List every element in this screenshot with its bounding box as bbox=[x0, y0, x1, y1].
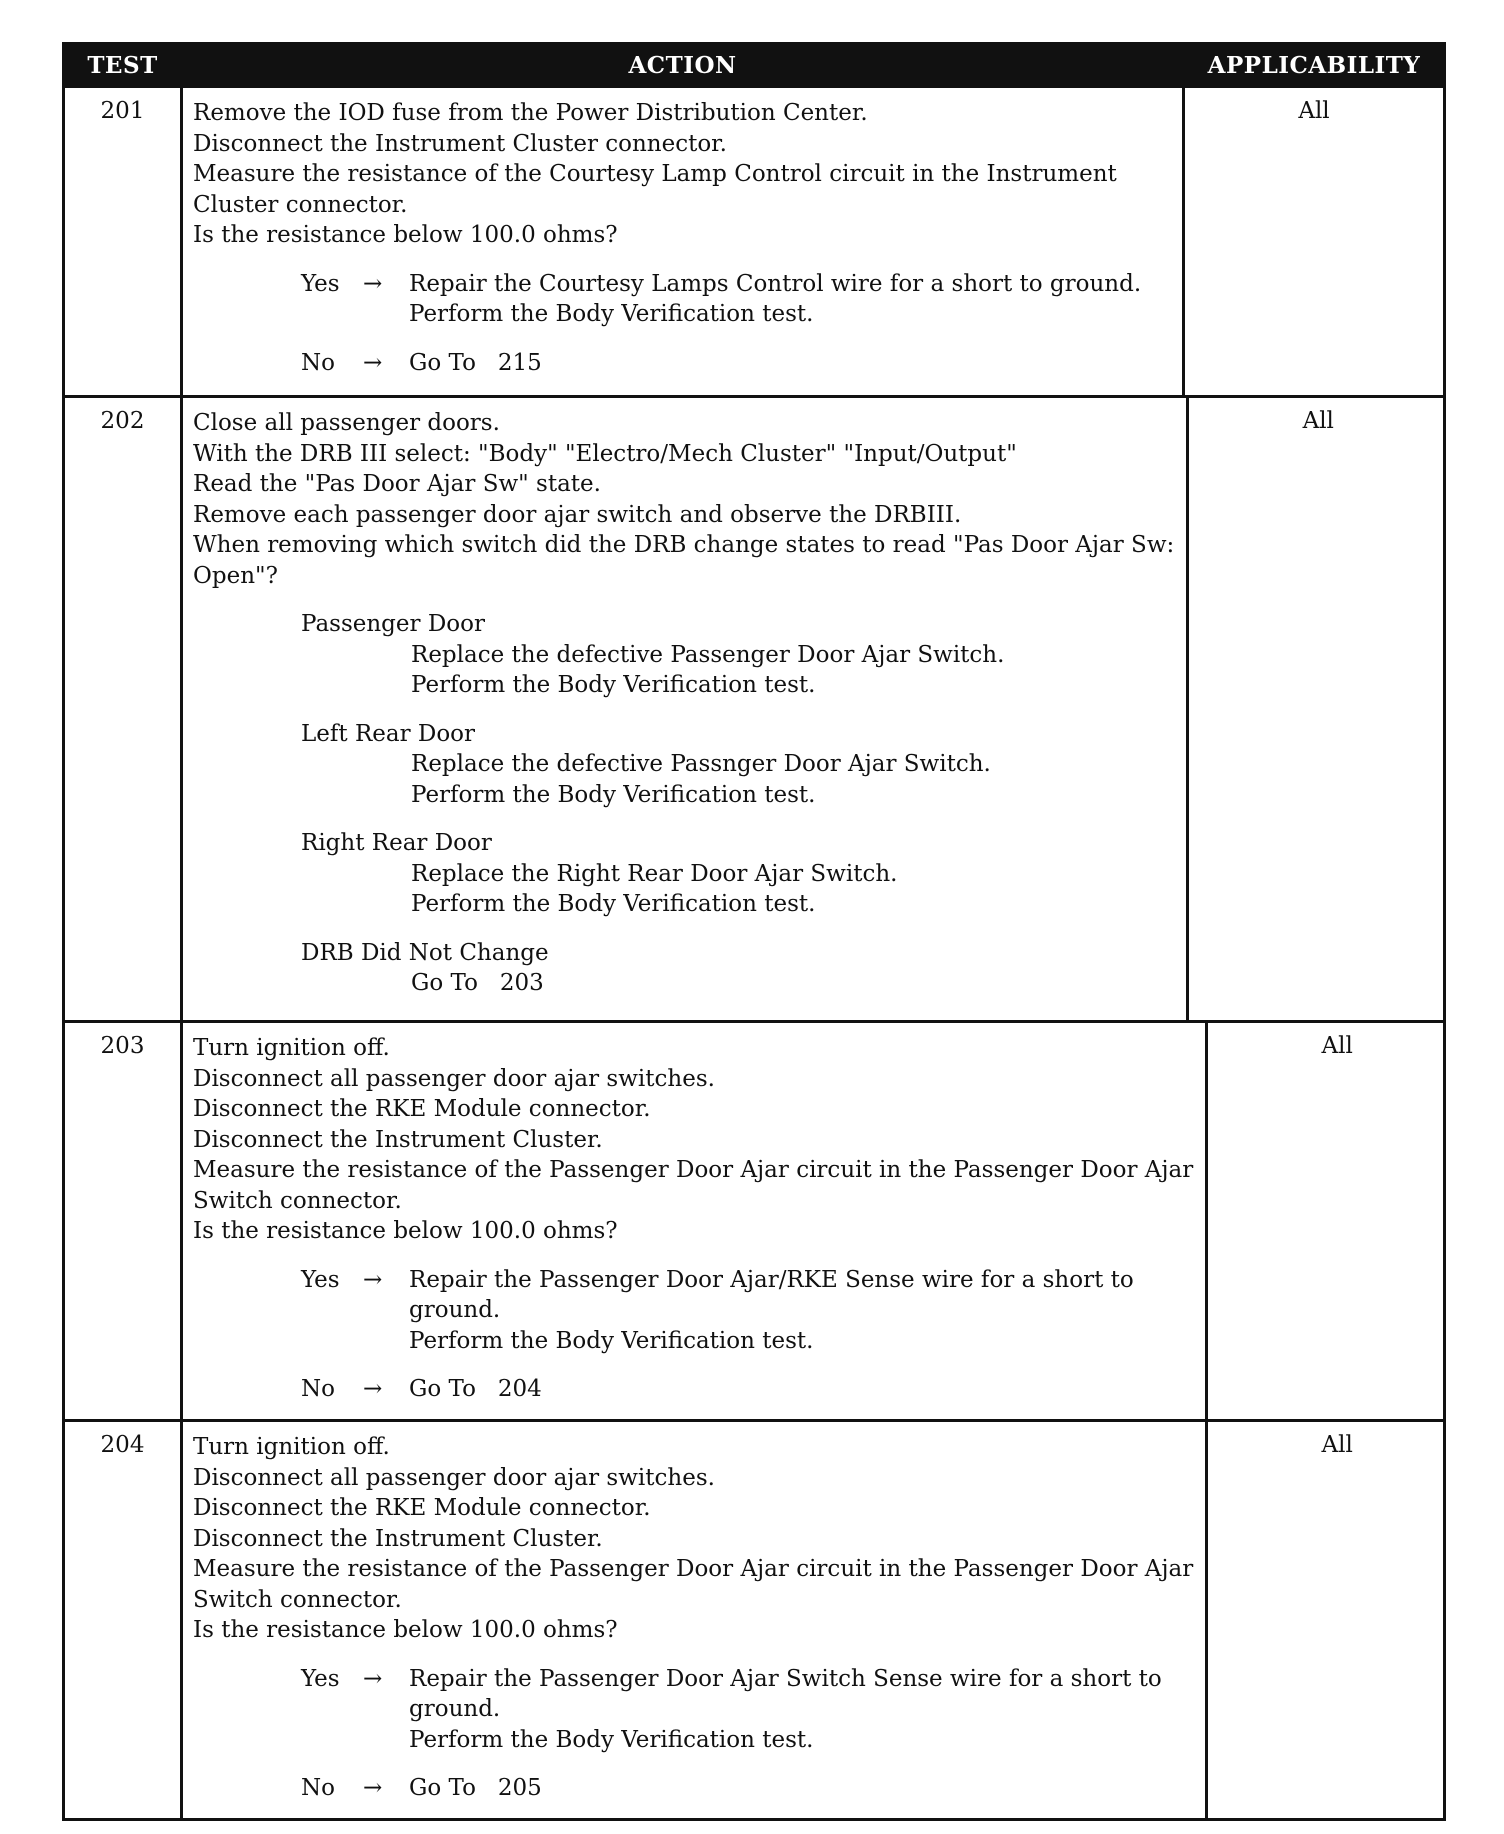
arrow-icon: → bbox=[363, 270, 383, 297]
action-line: Is the resistance below 100.0 ohms? bbox=[193, 1617, 618, 1643]
choice-text: Replace the Right Rear Door Ajar Switch. bbox=[411, 860, 898, 887]
table-row bbox=[65, 395, 1443, 1020]
choice-text: Perform the Body Verification test. bbox=[411, 891, 816, 917]
response-text: Perform the Body Verification test. bbox=[409, 301, 814, 327]
arrow-icon: → bbox=[363, 1376, 383, 1402]
table-row bbox=[65, 85, 1443, 395]
yes-label: Yes bbox=[301, 1266, 340, 1293]
response-text: Repair the Passenger Door Ajar/RKE Sense wire for a short to bbox=[409, 1266, 1134, 1293]
choice-label: Right Rear Door bbox=[301, 830, 492, 856]
table-row bbox=[65, 1020, 1443, 1419]
choice-text: Perform the Body Verification test. bbox=[411, 672, 816, 698]
no-response bbox=[301, 1374, 1193, 1405]
response-text: Repair the Courtesy Lamps Control wire for a short to ground. bbox=[409, 270, 1142, 297]
goto-text: Go To 204 bbox=[409, 1376, 542, 1402]
action-line: Disconnect the Instrument Cluster connector. bbox=[193, 130, 727, 157]
action-line: Cluster connector. bbox=[193, 191, 408, 218]
response-text: Perform the Body Verification test. bbox=[409, 1726, 814, 1753]
yes-response bbox=[301, 1265, 1193, 1357]
choice-block bbox=[301, 719, 1174, 811]
test-number: 202 bbox=[100, 408, 145, 434]
no-response bbox=[301, 348, 1170, 379]
test-number: 204 bbox=[100, 1432, 145, 1458]
no-label: No bbox=[301, 349, 335, 376]
response-text: ground. bbox=[409, 1297, 501, 1323]
no-label: No bbox=[301, 1376, 335, 1402]
action-line: Is the resistance below 100.0 ohms? bbox=[193, 1218, 618, 1244]
action-line: Disconnect the RKE Module connector. bbox=[193, 1096, 651, 1122]
test-number: 203 bbox=[100, 1033, 145, 1059]
choice-text: Replace the defective Passnger Door Ajar Switch. bbox=[411, 751, 991, 777]
applicability-cell: All bbox=[1302, 408, 1334, 434]
arrow-icon: → bbox=[363, 1665, 383, 1692]
no-label: No bbox=[301, 1775, 335, 1801]
header-applicability: APPLICABILITY bbox=[1207, 51, 1421, 79]
arrow-icon: → bbox=[363, 1775, 383, 1801]
header-test: TEST bbox=[87, 51, 158, 79]
action-line: Disconnect the Instrument Cluster. bbox=[193, 1525, 603, 1552]
action-line: Disconnect the RKE Module connector. bbox=[193, 1495, 651, 1521]
action-line: Turn ignition off. bbox=[193, 1434, 390, 1460]
action-line: Disconnect all passenger door ajar switches. bbox=[193, 1065, 715, 1092]
action-cell bbox=[180, 398, 1189, 1020]
action-line: Measure the resistance of the Passenger Door Ajar circuit in the Passenger Door Ajar bbox=[193, 1556, 1194, 1582]
action-line: Measure the resistance of the Courtesy Lamp Control circuit in the Instrument bbox=[193, 161, 1117, 187]
action-line: Disconnect the Instrument Cluster. bbox=[193, 1126, 603, 1153]
choice-text: Perform the Body Verification test. bbox=[411, 781, 816, 808]
action-line: Close all passenger doors. bbox=[193, 410, 500, 436]
action-line: Disconnect all passenger door ajar switches. bbox=[193, 1464, 715, 1491]
choice-block bbox=[301, 609, 1174, 701]
choice-block bbox=[301, 828, 1174, 920]
arrow-icon: → bbox=[363, 1266, 383, 1293]
table-header bbox=[65, 45, 1443, 85]
action-cell bbox=[180, 1023, 1208, 1419]
action-line: Remove the IOD fuse from the Power Distribution Center. bbox=[193, 100, 868, 126]
choice-label: Passenger Door bbox=[301, 611, 485, 637]
action-line: Is the resistance below 100.0 ohms? bbox=[193, 222, 618, 248]
choice-label: Left Rear Door bbox=[301, 720, 476, 747]
choice-block bbox=[301, 938, 1174, 999]
yes-label: Yes bbox=[301, 270, 340, 297]
action-cell bbox=[180, 1422, 1208, 1818]
action-line: Read the "Pas Door Ajar Sw" state. bbox=[193, 471, 601, 497]
no-response bbox=[301, 1773, 1193, 1804]
table-row bbox=[65, 1419, 1443, 1818]
action-line: Switch connector. bbox=[193, 1586, 402, 1613]
header-action: ACTION bbox=[628, 51, 737, 79]
action-line: Switch connector. bbox=[193, 1187, 402, 1214]
action-line: With the DRB III select: "Body" "Electro/Mech Cluster" "Input/Output" bbox=[193, 440, 1017, 467]
goto-text: Go To 205 bbox=[409, 1775, 542, 1801]
action-line: Turn ignition off. bbox=[193, 1035, 390, 1061]
arrow-icon: → bbox=[363, 349, 383, 376]
action-line: Remove each passenger door ajar switch and observe the DRBIII. bbox=[193, 501, 962, 528]
choice-text: Go To 203 bbox=[411, 970, 544, 996]
yes-response bbox=[301, 1664, 1193, 1756]
applicability-cell: All bbox=[1321, 1432, 1353, 1458]
response-text: Repair the Passenger Door Ajar Switch Sense wire for a short to bbox=[409, 1665, 1162, 1692]
choice-label: DRB Did Not Change bbox=[301, 939, 549, 966]
response-text: Perform the Body Verification test. bbox=[409, 1327, 814, 1354]
diagnostic-table bbox=[62, 42, 1446, 1821]
response-text: ground. bbox=[409, 1696, 501, 1722]
applicability-cell: All bbox=[1321, 1033, 1353, 1059]
action-line: Open"? bbox=[193, 562, 278, 589]
applicability-cell: All bbox=[1298, 98, 1330, 124]
yes-label: Yes bbox=[301, 1665, 340, 1692]
goto-text: Go To 215 bbox=[409, 349, 542, 376]
action-cell bbox=[180, 88, 1185, 395]
action-line: Measure the resistance of the Passenger Door Ajar circuit in the Passenger Door Ajar bbox=[193, 1157, 1194, 1183]
yes-response bbox=[301, 269, 1170, 330]
choice-text: Replace the defective Passenger Door Ajar Switch. bbox=[411, 641, 1005, 668]
test-number: 201 bbox=[100, 98, 145, 124]
action-line: When removing which switch did the DRB change states to read "Pas Door Ajar Sw: bbox=[193, 532, 1175, 558]
